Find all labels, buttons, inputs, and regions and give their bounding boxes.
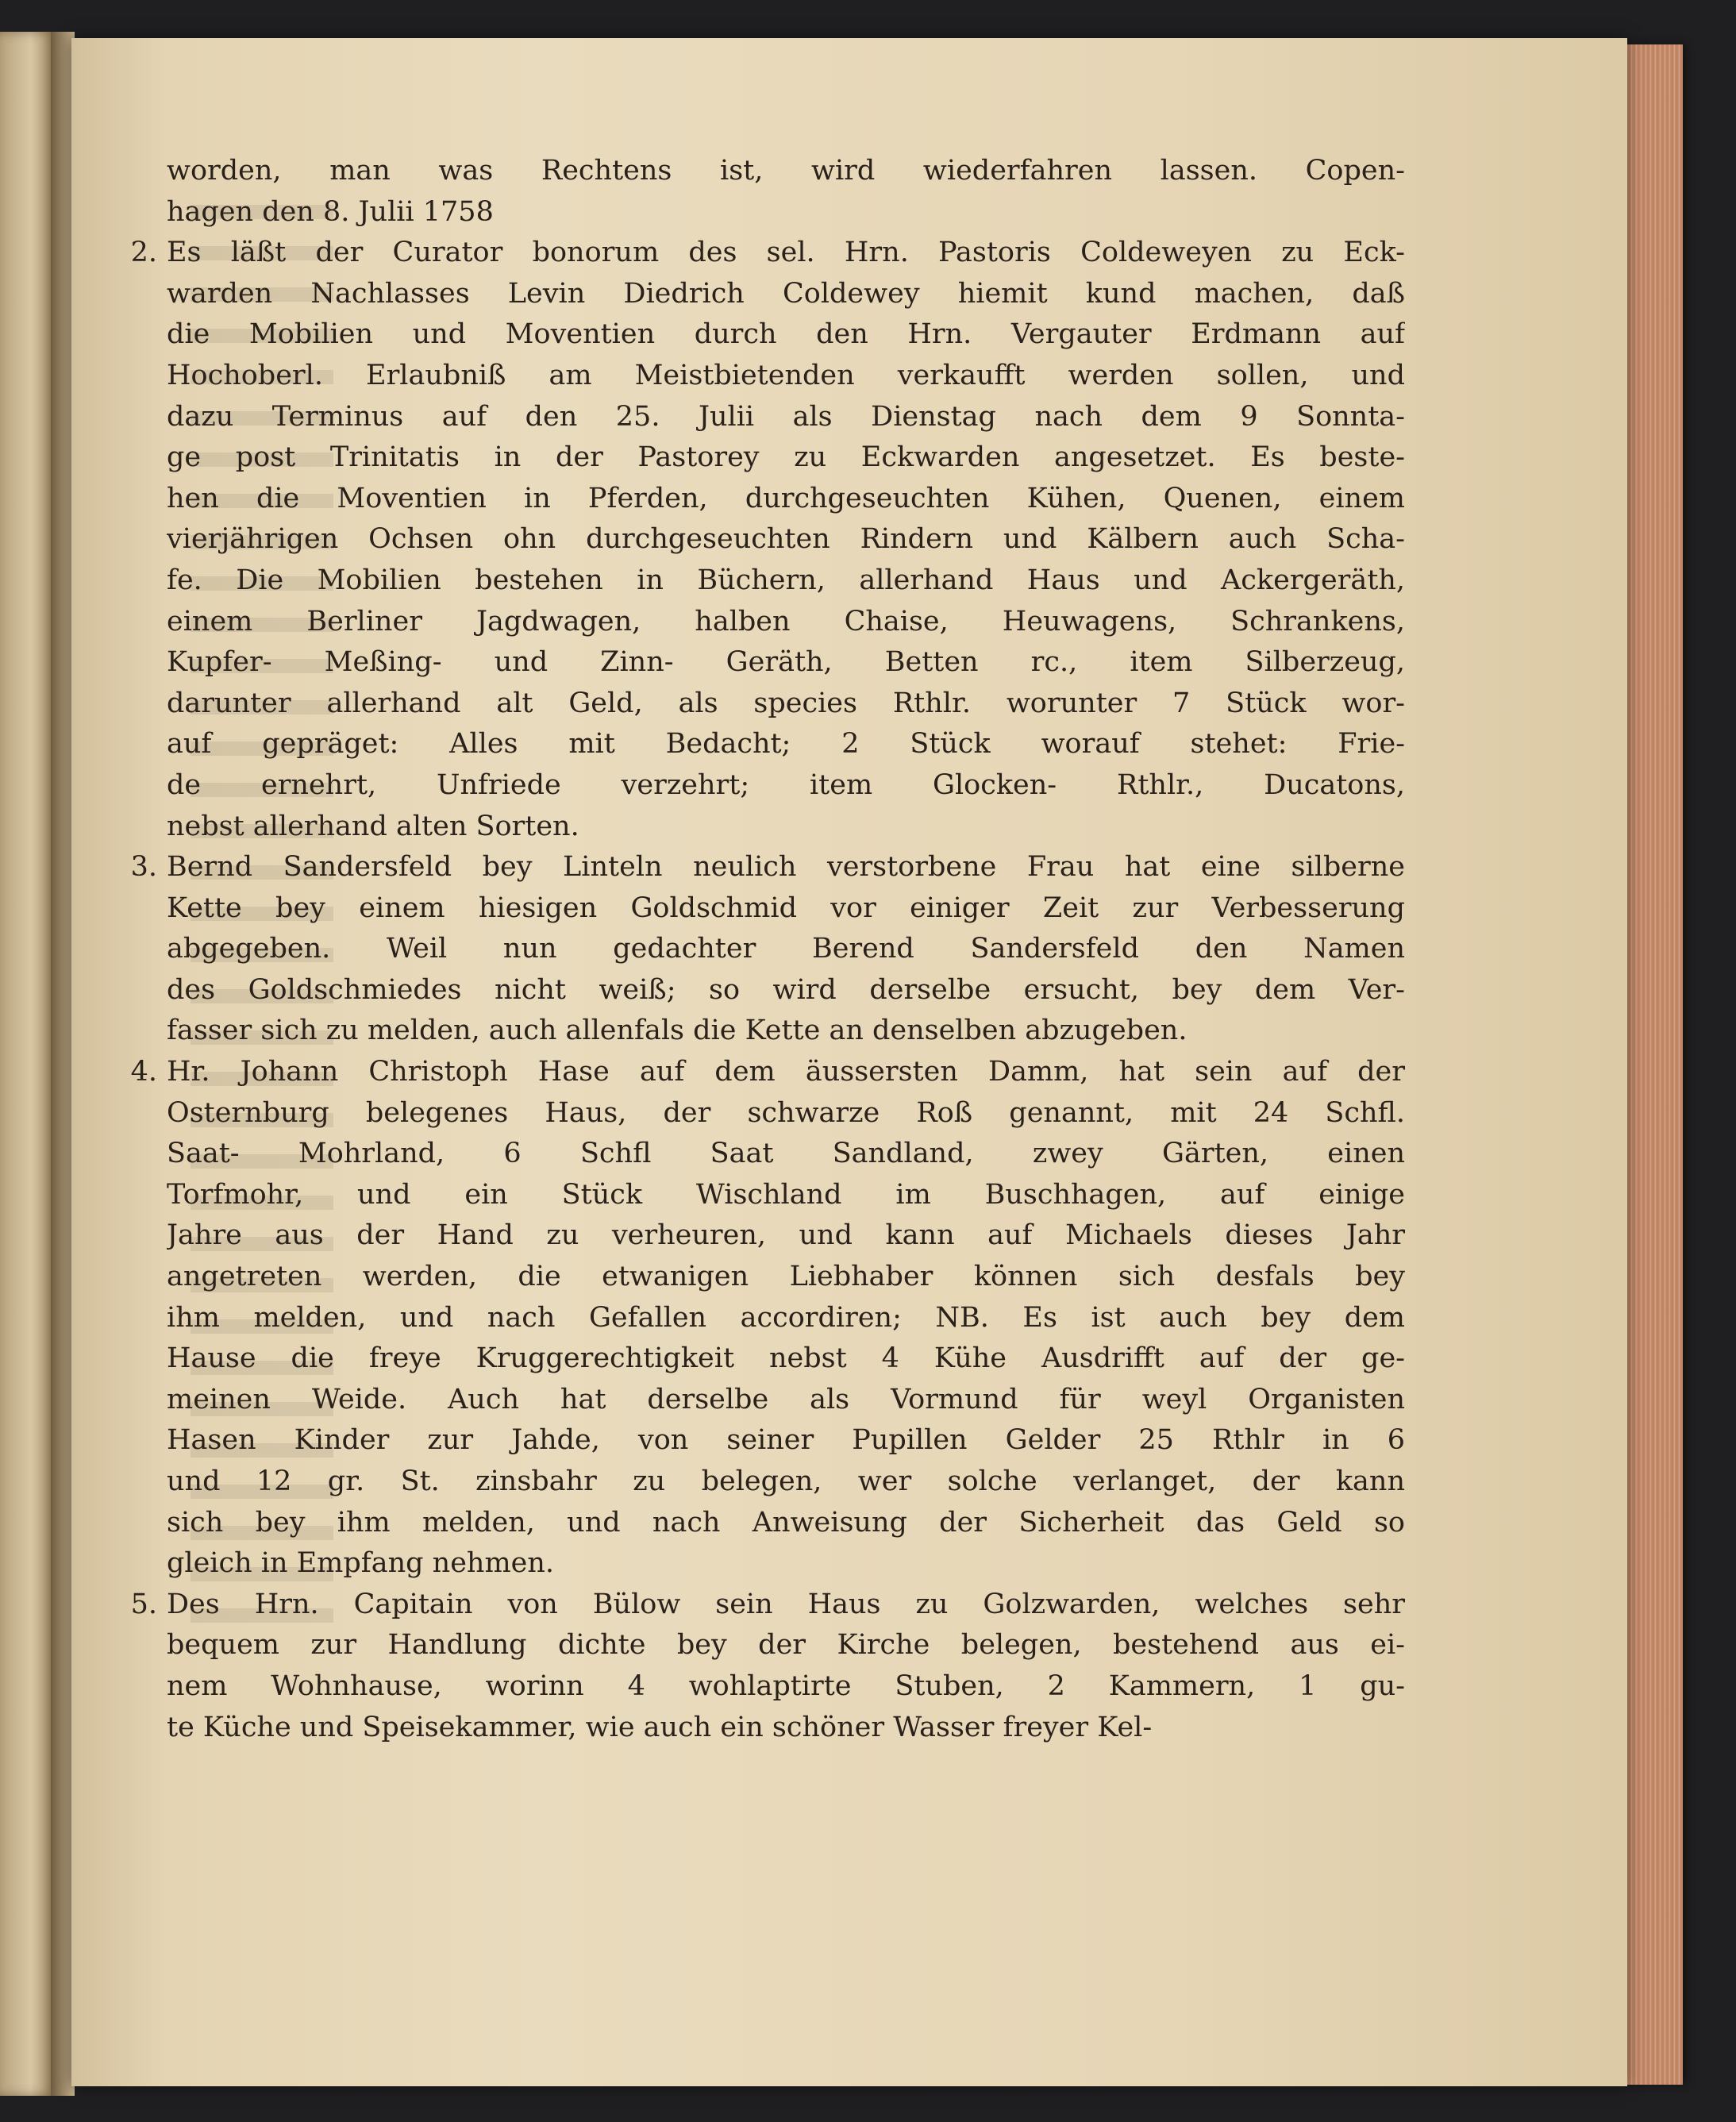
text-line: nebst allerhand alten Sorten. (167, 810, 579, 842)
page-block-edge (1627, 44, 1683, 2085)
text-line: einem Berliner Jagdwagen, halben Chaise, Heuwagens, Schrankens, (167, 605, 1405, 637)
text-line: angetreten werden, die etwanigen Liebhaber können sich desfals bey (167, 1261, 1405, 1293)
text-line: gleich in Empfang nehmen. (167, 1547, 555, 1580)
text-line: meinen Weide. Auch hat derselbe als Vormund für weyl Organisten (167, 1383, 1405, 1415)
text-line: fasser sich zu melden, auch allenfals die Kette an denselben abzugeben. (167, 1015, 1187, 1047)
entry-number: 4. (130, 1056, 157, 1088)
text-line: Es läßt der Curator bonorum des sel. Hrn. Pastoris Coldeweyen zu Eck- (167, 237, 1405, 269)
text-line: ihm melden, und nach Gefallen accordiren; NB. Es ist auch bey dem (167, 1301, 1405, 1334)
text-line: nem Wohnhause, worinn 4 wohlaptirte Stuben, 2 Kammern, 1 gu- (167, 1669, 1405, 1702)
notice-entry (167, 151, 1405, 233)
text-line: hen die Moventien in Pferden, durchgeseuchten Kühen, Quenen, einem (167, 482, 1405, 514)
text-line: und 12 gr. St. zinsbahr zu belegen, wer solche verlanget, der kann (167, 1465, 1405, 1497)
text-line: die Mobilien und Moventien durch den Hrn. Vergauter Erdmann auf (167, 318, 1405, 351)
text-line: ge post Trinitatis in der Pastorey zu Eckwarden angesetzet. Es beste- (167, 441, 1405, 474)
text-line: auf gepräget: Alles mit Bedacht; 2 Stück worauf stehet: Frie- (167, 728, 1405, 761)
notice-entry (130, 233, 1405, 847)
text-line: darunter allerhand alt Geld, als species Rthlr. worunter 7 Stück wor- (167, 687, 1405, 719)
text-line: hagen den 8. Julii 1758 (167, 195, 494, 228)
notice-entry (130, 1585, 1405, 1748)
entry-number: 2. (130, 237, 157, 269)
text-line: Saat- Mohrland, 6 Schfl Saat Sandland, zwey Gärten, einen (167, 1138, 1405, 1170)
text-line: bequem zur Handlung dichte bey der Kirche belegen, bestehend aus ei- (167, 1629, 1405, 1662)
text-line: Kette bey einem hiesigen Goldschmid vor einiger Zeit zur Verbesserung (167, 892, 1405, 924)
text-line: Torfmohr, und ein Stück Wischland im Buschhagen, auf einige (167, 1178, 1405, 1211)
entry-number: 5. (130, 1588, 157, 1620)
text-line: de ernehrt, Unfriede verzehrt; item Glocken- Rthlr., Ducatons, (167, 768, 1405, 801)
facing-page-edge (0, 32, 56, 2096)
text-line: abgegeben. Weil nun gedachter Berend Sandersfeld den Namen (167, 933, 1405, 965)
text-line: Kupfer- Meßing- und Zinn- Geräth, Betten rc., item Silberzeug, (167, 646, 1405, 679)
text-line: worden, man was Rechtens ist, wird wiederfahren lassen. Copen- (167, 155, 1405, 187)
text-line: te Küche und Speisekammer, wie auch ein schöner Wasser freyer Kel- (167, 1711, 1153, 1743)
entry-number: 3. (130, 851, 157, 884)
text-line: Jahre aus der Hand zu verheuren, und kann auf Michaels dieses Jahr (167, 1219, 1405, 1252)
text-line: dazu Terminus auf den 25. Julii als Dienstag nach dem 9 Sonnta- (167, 400, 1405, 433)
text-line: Hause die freye Kruggerechtigkeit nebst 4 Kühe Ausdrifft auf der ge- (167, 1342, 1405, 1375)
text-line: Des Hrn. Capitain von Bülow sein Haus zu Golzwarden, welches sehr (167, 1588, 1405, 1620)
text-line: Osternburg belegenes Haus, der schwarze Roß genannt, mit 24 Schfl. (167, 1096, 1405, 1129)
text-line: fe. Die Mobilien bestehen in Büchern, allerhand Haus und Ackergeräth, (167, 564, 1405, 596)
text-line: Hasen Kinder zur Jahde, von seiner Pupillen Gelder 25 Rthlr in 6 (167, 1424, 1405, 1457)
text-line: sich bey ihm melden, und nach Anweisung der Sicherheit das Geld so (167, 1506, 1405, 1539)
notice-entry (130, 1052, 1405, 1585)
text-line: Bernd Sandersfeld bey Linteln neulich verstorbene Frau hat eine silberne (167, 851, 1405, 884)
text-line: Hochoberl. Erlaubniß am Meistbietenden verkaufft werden sollen, und (167, 359, 1405, 391)
text-line: vierjährigen Ochsen ohn durchgeseuchten Rindern und Kälbern auch Scha- (167, 523, 1405, 556)
text-line: Hr. Johann Christoph Hase auf dem äussersten Damm, hat sein auf der (167, 1056, 1405, 1088)
notice-entry (130, 847, 1405, 1052)
page-text-body (130, 151, 1405, 1748)
text-line: des Goldschmiedes nicht weiß; so wird derselbe ersucht, bey dem Ver- (167, 973, 1405, 1006)
text-line: warden Nachlasses Levin Diedrich Coldewey hiemit kund machen, daß (167, 277, 1405, 310)
